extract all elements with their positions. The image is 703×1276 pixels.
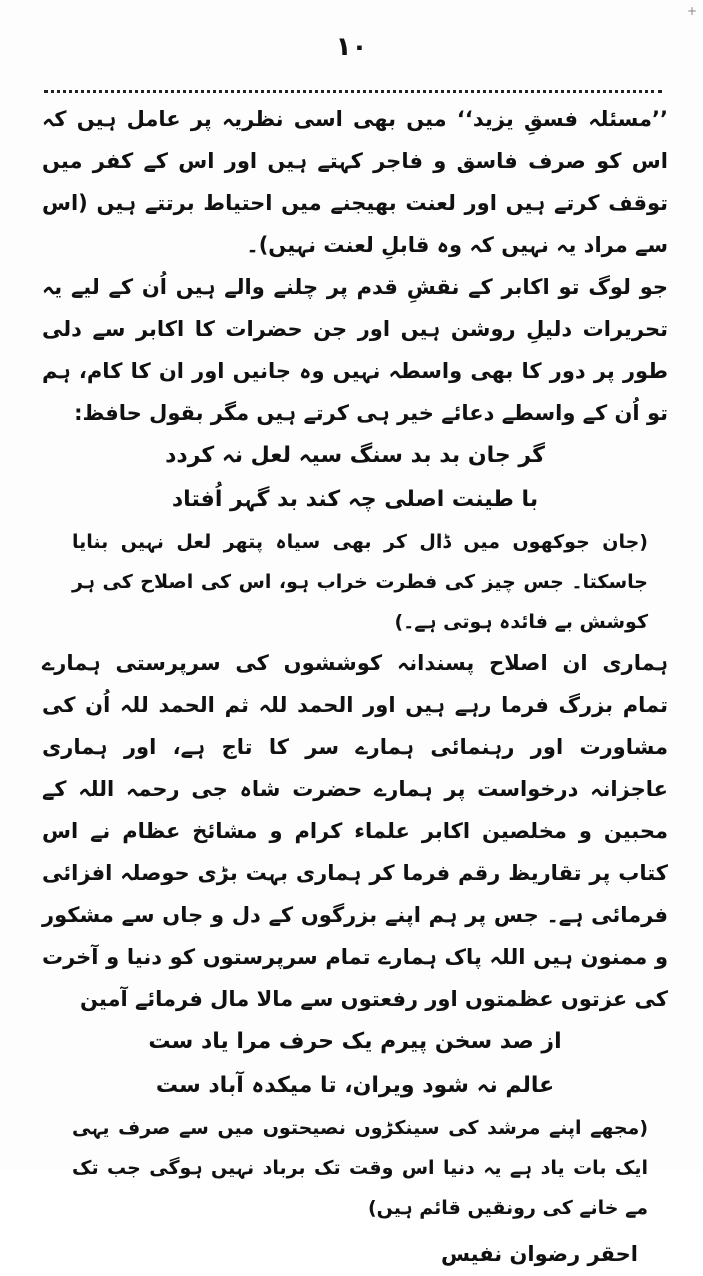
verse-2-line-1: از صد سخن پیرم یک حرف مرا یاد ست [148, 1029, 562, 1054]
page-number: ۱۰ [335, 32, 368, 62]
verse-1-translation: (جان جوکھوں میں ڈال کر بھی سیاہ پتھر لعل نہیں بنایا جاسکتا۔ جس چیز کی فطرت خراب ہو، اس کی اصلاح کی ہر کوشش بے فائدہ ہوتی ہے۔) [72, 531, 648, 633]
header-divider [44, 90, 662, 93]
verse-2-translation: (مجھے اپنے مرشد کی سینکڑوں نصیحتوں میں سے صرف یہی ایک بات یاد ہے یہ دنیا اس وقت تک برباد نہیں ہوگی جب تک مے خانے کی رونقیں قائم ہیں) [72, 1117, 648, 1219]
signature: احقر رضوان نفیس [440, 1242, 638, 1266]
verse-2-line-2: عالم نہ شود ویران، تا میکدہ آباد ست [155, 1073, 555, 1098]
paragraph-1: ’’مسئلہ فسقِ یزید‘‘ میں بھی اسی نظریہ پر عامل ہیں کہ اس کو صرف فاسق و فاجر کہتے ہیں اور اس کے کفر میں توقف کرتے ہیں اور لعنت بھیجنے میں احتیاط برتتے ہیں (اس سے مراد یہ نہیں کہ وہ قابلِ لعنت نہیں)۔ [42, 107, 668, 257]
verse-1-line-1: گر جان بد بد سنگ سیہ لعل نہ کردد [165, 443, 545, 468]
body-text [42, 98, 668, 1276]
paragraph-3: ہماری ان اصلاح پسندانہ کوششوں کی سرپرستی ہمارے تمام بزرگ فرما رہے ہیں اور الحمد للہ ثم الحمد للہ اُن کی مشاورت اور رہنمائی ہمارے سر کا تاج ہے، اور ہماری عاجزانہ درخواست پر ہمارے حضرت شاہ جی رحمہ اللہ کے محبین و مخلصین اکابر علماء کرام و مشائخ عظام نے اس کتاب پر تقاریظ رقم فرما کر ہماری بہت بڑی حوصلہ افزائی فرمائی ہے۔ جس پر ہم اپنے بزرگوں کے دل و جاں سے مشکور و ممنون ہیں اللہ پاک ہمارے تمام سرپرستوں کو دنیا و آخرت کی عزتوں عظمتوں اور رفعتوں سے مالا مال فرمائے آمین [42, 651, 668, 1011]
paragraph-2: جو لوگ تو اکابر کے نقشِ قدم پر چلنے والے ہیں اُن کے لیے یہ تحریرات دلیلِ روشن ہیں اور جن حضرات کا اکابر سے دلی طور پر دور کا بھی واسطہ نہیں وہ جانیں اور ان کا کام، ہم تو اُن کے واسطے دعائے خیر ہی کرتے ہیں مگر بقول حافظ: [42, 275, 668, 425]
corner-mark: + [686, 4, 697, 18]
verse-1-line-2: با طینت اصلی چہ کند بد گہر اُفتاد [171, 487, 539, 512]
